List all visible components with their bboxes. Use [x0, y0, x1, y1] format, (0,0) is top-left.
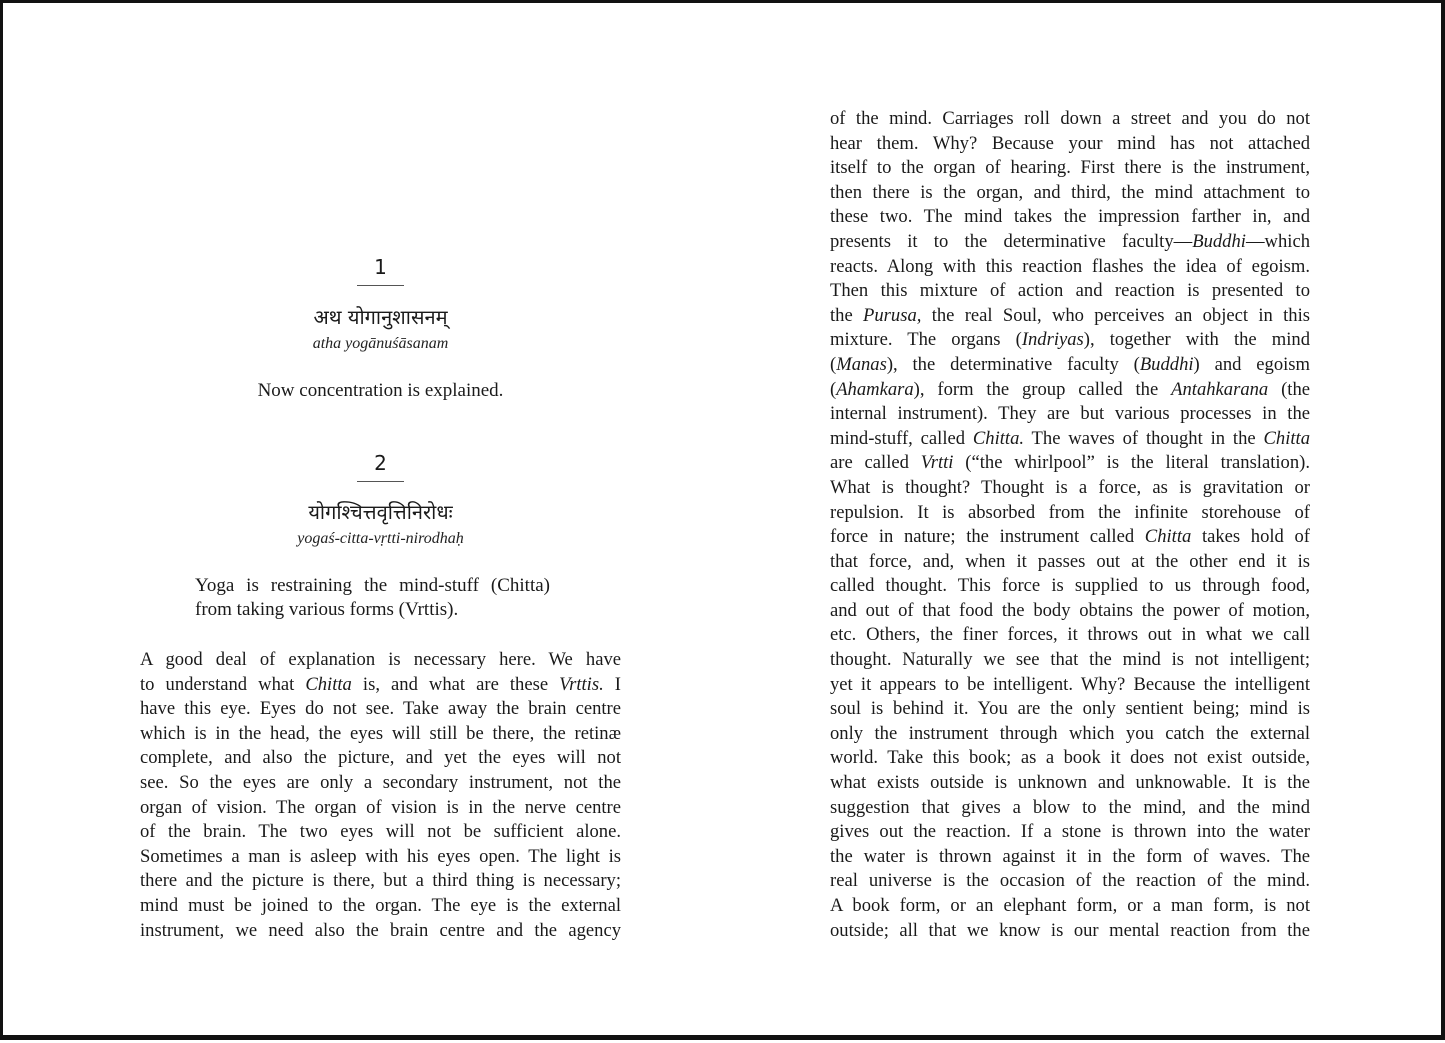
number-rule [357, 481, 404, 482]
left-page [140, 3, 621, 1043]
text-line: reacts. Along with this reaction flashes the idea of egoism. [830, 255, 1310, 277]
text-line: to understand what Chitta is, and what are these Vrttis. I [140, 673, 621, 695]
text-line: (Manas), the determinative faculty (Buddhi) and egoism [830, 353, 1310, 375]
text-line: that force, and, when it passes out at the other end it is [830, 550, 1310, 572]
text-line: yet it appears to be intelligent. Why? Because the intelligent [830, 673, 1310, 695]
sutra-translation [195, 574, 550, 622]
text-line: which is in the head, the eyes will still be there, the retinæ [140, 722, 621, 744]
text-line: mind must be joined to the organ. The eye is the external [140, 894, 621, 916]
text-line: soul is behind it. You are the only sentient being; mind is [830, 698, 1310, 720]
text-line: the water is thrown against it in the form of waves. The [830, 845, 1310, 867]
text-line: mind-stuff, called Chitta. The waves of thought in the Chitta [830, 427, 1310, 449]
text-line: complete, and also the picture, and yet the eyes will not [140, 747, 621, 769]
text-line: then there is the organ, and third, the mind attachment to [830, 181, 1310, 203]
text-line: of the brain. The two eyes will not be sufficient alone. [140, 821, 621, 843]
text-line: force in nature; the instrument called Chitta takes hold of [830, 526, 1310, 548]
text-line: what exists outside is unknown and unknowable. It is the [830, 772, 1310, 794]
text-line: there and the picture is there, but a third thing is necessary; [140, 870, 621, 892]
text-line: are called Vrtti (“the whirlpool” is the literal translation). [830, 452, 1310, 474]
text-line: (Ahamkara), form the group called the Antahkarana (the [830, 378, 1311, 400]
text-line: organ of vision. The organ of vision is in the nerve centre [140, 796, 621, 818]
text-line: A good deal of explanation is necessary here. We have [140, 649, 621, 670]
text-line: etc. Others, the finer forces, it throws out in what we call [830, 624, 1310, 646]
text-line: What is thought? Thought is a force, as is gravitation or [830, 476, 1310, 498]
sutra-translation: Now concentration is explained. [257, 380, 504, 401]
text-line: world. Take this book; as a book it does not exist outside, [830, 747, 1310, 769]
translation-line: from taking various forms (Vrttis). [195, 599, 459, 620]
text-line: see. So the eyes are only a secondary instrument, not the [140, 771, 621, 793]
number-rule [357, 285, 404, 286]
text-line: Then this mixture of action and reaction is presented to [830, 280, 1310, 302]
text-line: thought. Naturally we see that the mind is not intelligent; [830, 649, 1310, 671]
text-line: have this eye. Eyes do not see. Take away the brain centre [140, 698, 621, 720]
sutra-number: 2 [374, 451, 387, 475]
sutra-transliteration: yogaś-citta-vṛtti-nirodhaḥ [297, 530, 464, 547]
text-line: Sometimes a man is asleep with his eyes open. The light is [140, 845, 621, 867]
translation-line: Yoga is restraining the mind-stuff (Chitta) [195, 575, 550, 596]
sutra-transliteration: atha yogānuśāsanam [312, 335, 449, 352]
text-line: only the instrument through which you catch the external [830, 722, 1310, 744]
text-line: real universe is the occasion of the reaction of the mind. [830, 870, 1310, 892]
right-body-text [830, 107, 1310, 943]
text-line: instrument, we need also the brain centre and the agency [140, 919, 621, 941]
text-line: these two. The mind takes the impression farther in, and [830, 206, 1310, 228]
text-line: repulsion. It is absorbed from the infinite storehouse of [830, 501, 1310, 523]
text-line: itself to the organ of hearing. First there is the instrument, [830, 157, 1310, 179]
sutra-devanagari: योगश्चित्तवृत्तिनिरोधः [308, 500, 453, 524]
text-line: hear them. Why? Because your mind has not attached [830, 132, 1310, 154]
right-page [830, 3, 1310, 1043]
text-line: called thought. This force is supplied to us through food, [830, 575, 1310, 597]
text-line: A book form, or an elephant form, or a man form, is not [830, 895, 1310, 916]
sutra-number: 1 [374, 255, 387, 279]
text-line: gives out the reaction. If a stone is thrown into the water [830, 821, 1310, 843]
text-line: outside; all that we know is our mental reaction from the [830, 919, 1310, 941]
text-line: suggestion that gives a blow to the mind, and the mind [830, 796, 1310, 818]
text-line: mixture. The organs (Indriyas), together with the mind [830, 329, 1310, 351]
text-line: internal instrument). They are but various processes in the [830, 403, 1310, 425]
text-line: the Purusa, the real Soul, who perceives an object in this [830, 304, 1310, 326]
text-line: of the mind. Carriages roll down a street and you do not [830, 108, 1310, 129]
text-line: presents it to the determinative faculty—Buddhi—which [830, 230, 1310, 252]
left-body-text [140, 648, 621, 943]
sutra-devanagari: अथ योगानुशासनम् [313, 305, 448, 329]
text-line: and out of that food the body obtains the power of motion, [830, 599, 1310, 621]
